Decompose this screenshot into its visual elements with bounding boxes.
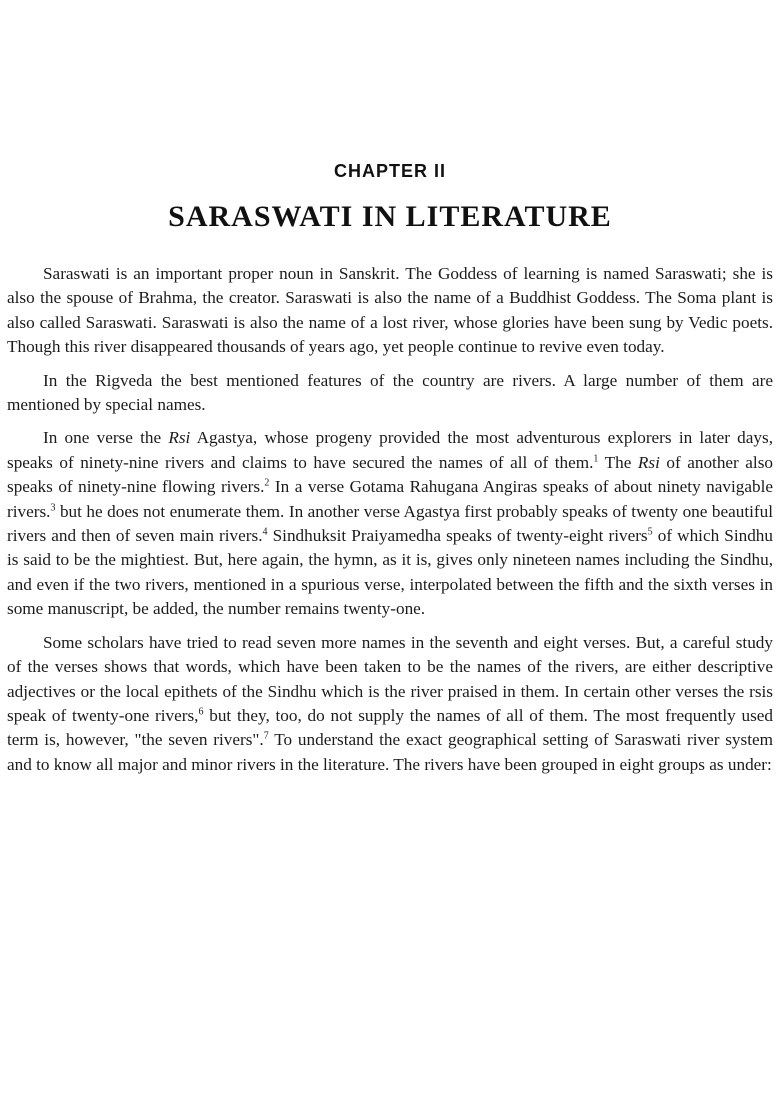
- chapter-body: [7, 262, 773, 786]
- text-run: of another also speaks of ninety-nine flowing rivers.: [7, 452, 773, 497]
- footnote-marker: 2: [264, 477, 270, 489]
- footnote-marker: 7: [263, 730, 269, 742]
- chapter-label: CHAPTER II: [333, 161, 446, 181]
- text-run: To understand the exact geographical setting of Saraswati river system and to know all major and minor rivers in the literature. The rivers have been grouped in eight groups as under:: [7, 730, 773, 774]
- text-run: In a verse Gotama Rahugana Angiras speaks of about ninety navigable rivers.: [7, 477, 773, 521]
- footnote-marker: 6: [198, 706, 204, 718]
- chapter-title: SARASWATI IN LITERATURE: [168, 200, 612, 233]
- paragraph-2: In the Rigveda the best mentioned features of the country are rivers. A large number of them are mentioned by special names.: [7, 370, 773, 415]
- text-run: Agastya, whose progeny provided the most adventurous explorers in later days, speaks of ninety-nine rivers and claims to have secured the names of all of them.: [7, 428, 773, 472]
- footnote-marker: 1: [593, 453, 599, 465]
- text-run: but they, too, do not supply the names of all of them. The most frequently used term is, however, "the seven rivers".: [7, 705, 773, 750]
- text-run: Sindhuksit Praiyamedha speaks of twenty-eight rivers: [267, 526, 648, 546]
- paragraph-3: [7, 426, 773, 621]
- paragraph-1: Saraswati is an important proper noun in Sanskrit. The Goddess of learning is named Saraswati; she is also the spouse of Brahma, the creator. Saraswati is also the name of a Buddhist Goddess. The Soma plant is also called Saraswati. Saraswati is also the name of a lost river, whose glories have been sung by Vedic poets. Though this river disappeared thousands of years ago, yet people continue to revive even today.: [7, 264, 773, 357]
- footnote-marker: 3: [50, 501, 56, 513]
- text-run: In one verse the: [43, 428, 169, 448]
- paragraph-4: [7, 631, 773, 777]
- italic-term: Rsi: [637, 452, 660, 472]
- italic-term: Rsi: [168, 428, 191, 448]
- text-run: but he does not enumerate them. In another verse Agastya first probably speaks of twenty one beautiful rivers and then of seven main rivers.: [7, 501, 773, 546]
- text-run: The: [598, 452, 638, 472]
- text-run: Some scholars have tried to read seven more names in the seventh and eight verses. But, a careful study of the verses shows that words, which have been taken to be the names of the rivers, are either descriptive adjectives or the local epithets of the Sindhu which is the river praised in them. In certain other verses the rsis speak of twenty-one rivers,: [7, 632, 773, 725]
- footnote-marker: 4: [262, 526, 268, 538]
- footnote-marker: 5: [647, 526, 653, 538]
- text-run: of which Sindhu is said to be the mightiest. But, here again, the hymn, as it is, gives only nineteen names including the Sindhu, and even if the two rivers, mentioned in a spurious verse, interpolated between the fifth and the sixth verses in some manuscript, be added, the number remains twenty-one.: [7, 526, 773, 619]
